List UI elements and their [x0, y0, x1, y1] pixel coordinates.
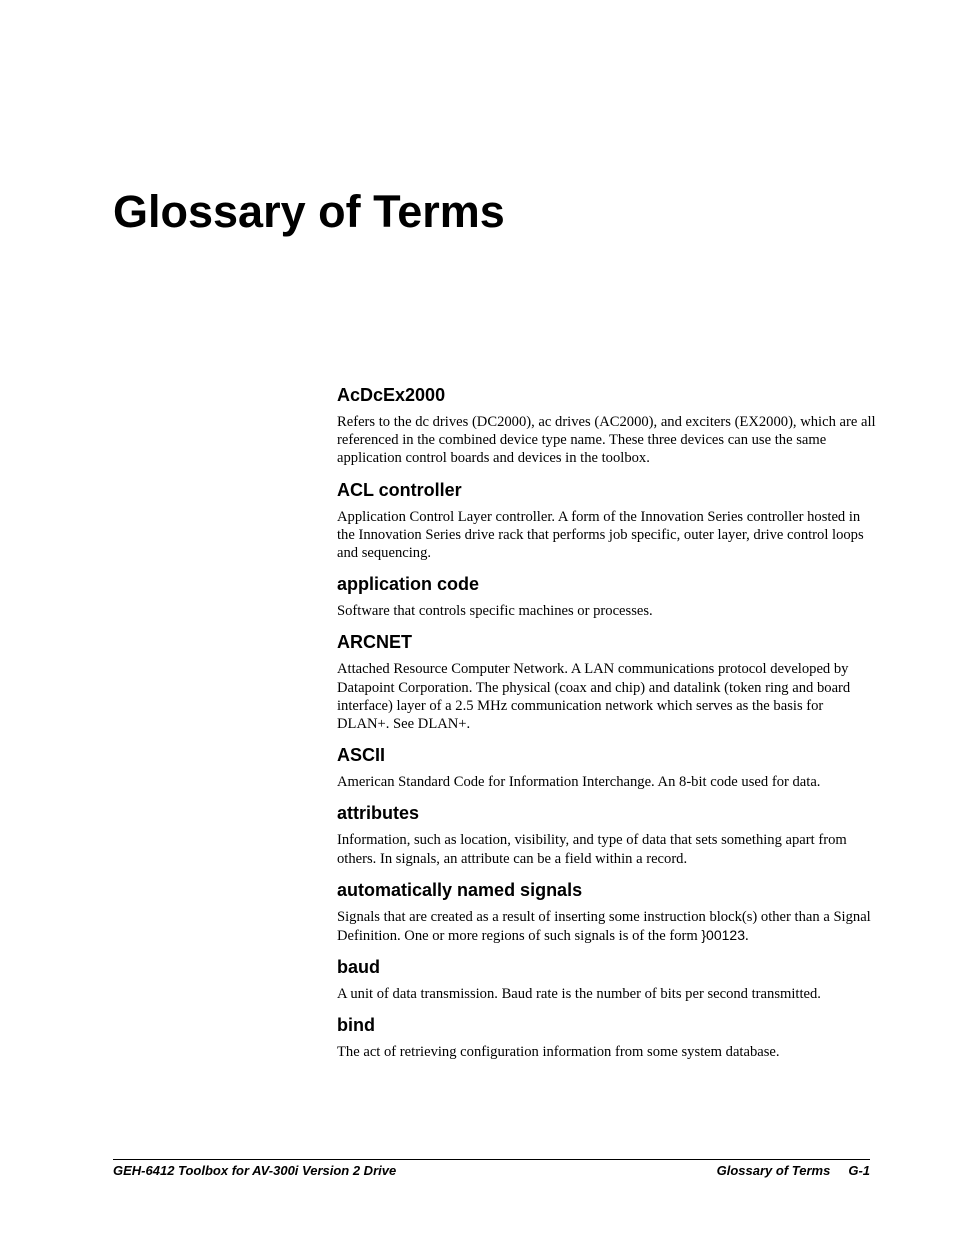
glossary-definition: Refers to the dc drives (DC2000), ac drives (AC2000), and exciters (EX2000), which are all referenced in the combined device type name. These three devices can use the same application control boards and devices in the toolbox.	[337, 414, 876, 467]
glossary-definition: Software that controls specific machines or processes.	[337, 603, 653, 620]
signal-name-example: }00123	[701, 927, 745, 944]
glossary-definition: Information, such as location, visibility, and type of data that sets something apart from others. In signals, an attribute can be a field within a record.	[337, 832, 847, 867]
footer-right	[717, 1163, 870, 1178]
definition-text-end: .	[744, 928, 749, 945]
footer-document-title: GEH-6412 Toolbox for AV-300i Version 2 Drive	[113, 1163, 397, 1178]
footer-page-number: G-1	[848, 1163, 870, 1178]
glossary-definition	[337, 908, 877, 945]
glossary-entry	[337, 384, 877, 468]
glossary-term: ACL controller	[337, 479, 462, 500]
glossary-term: attributes	[337, 803, 420, 824]
glossary-entry	[337, 1014, 877, 1061]
definition-text: Signals that are created as a result of inserting some instruction block(s) other than a Signal Definition. One or more regions of such signals is of the form	[337, 908, 871, 945]
glossary-definition: Application Control Layer controller. A form of the Innovation Series controller hosted in the Innovation Series drive rack that performs job specific, outer layer, drive control loops and sequencing.	[337, 508, 864, 562]
glossary-entry	[337, 479, 877, 563]
page-title: Glossary of Terms	[113, 186, 505, 237]
glossary-entry	[337, 802, 877, 867]
glossary-term: ARCNET	[337, 632, 412, 653]
glossary-term: ASCII	[337, 745, 386, 766]
footer-section: Glossary of Terms	[716, 1163, 831, 1178]
glossary-term: bind	[337, 1015, 375, 1036]
glossary-entry	[337, 879, 877, 945]
glossary-entry	[337, 631, 877, 733]
glossary-definition: The act of retrieving configuration information from some system database.	[337, 1044, 780, 1061]
glossary-term: AcDcEx2000	[337, 385, 446, 405]
glossary-term: baud	[337, 957, 380, 978]
glossary-definition: American Standard Code for Information Interchange. An 8-bit code used for data.	[337, 774, 821, 791]
glossary-entry	[337, 744, 877, 791]
glossary-entry	[337, 573, 877, 620]
glossary-entry	[337, 956, 877, 1003]
glossary-term: application code	[337, 574, 480, 595]
glossary-definition: Attached Resource Computer Network. A LAN communications protocol developed by Datapoint Corporation. The physical (coax and chip) and datalink (token ring and board interface) layer of a 2.5 MHz communication network which serves as the basis for DLAN+. See DLAN+.	[337, 661, 851, 733]
glossary-list	[337, 384, 877, 1073]
glossary-definition: A unit of data transmission. Baud rate is the number of bits per second transmitted.	[337, 986, 821, 1003]
page-footer	[113, 1159, 870, 1178]
glossary-term: automatically named signals	[337, 879, 583, 900]
